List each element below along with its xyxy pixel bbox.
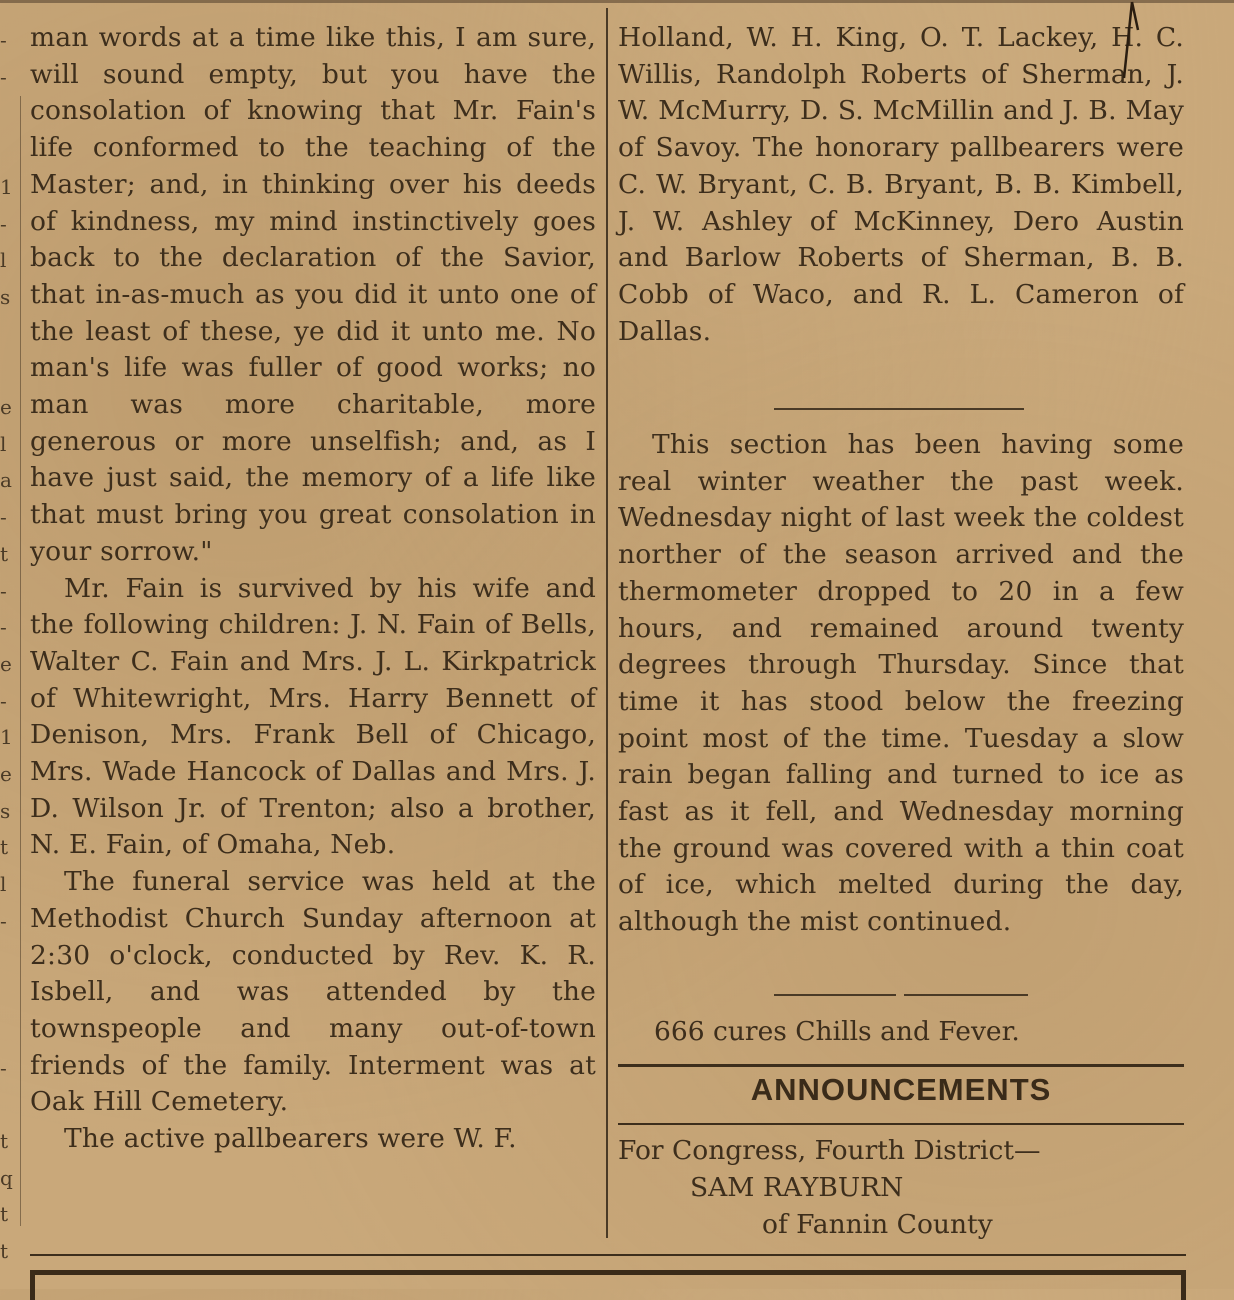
edge-fragment: t bbox=[0, 1202, 9, 1227]
left-paragraph-pallbearers-start: The active pallbearers were W. F. bbox=[64, 1123, 517, 1155]
edge-fragment: - bbox=[0, 578, 7, 603]
edge-fragment: l bbox=[0, 872, 7, 897]
top-edge-rule bbox=[0, 0, 1234, 3]
edge-fragment: - bbox=[0, 688, 7, 713]
edge-fragment: s bbox=[0, 798, 11, 823]
announcements-bottom-rule bbox=[618, 1123, 1184, 1125]
edge-fragment: e bbox=[0, 395, 12, 419]
edge-fragment: e bbox=[0, 762, 12, 786]
edge-fragment: - bbox=[0, 211, 7, 236]
edge-fragment: t bbox=[0, 1239, 9, 1264]
announcements-top-rule bbox=[618, 1064, 1184, 1067]
edge-fragment: - bbox=[0, 908, 7, 933]
ink-mark bbox=[1118, 0, 1148, 80]
edge-fragment: t bbox=[0, 541, 9, 566]
advertisement-666: 666 cures Chills and Fever. bbox=[654, 1016, 1020, 1047]
right-column bbox=[618, 20, 1184, 350]
edge-fragment: e bbox=[0, 651, 12, 676]
edge-fragment: - bbox=[0, 615, 7, 640]
edge-fragment: l bbox=[0, 431, 7, 456]
left-column bbox=[30, 20, 596, 1158]
next-article-box-edge bbox=[30, 1270, 1186, 1300]
edge-fragment: q bbox=[0, 1165, 13, 1190]
right-column-weather bbox=[618, 427, 1184, 941]
edge-fragment: - bbox=[0, 64, 7, 89]
edge-fragment: l bbox=[0, 248, 7, 273]
double-rule-right bbox=[904, 994, 1028, 996]
edge-fragment: 1 bbox=[0, 725, 13, 750]
announcements-heading: ANNOUNCEMENTS bbox=[750, 1072, 1052, 1107]
right-paragraph-weather: This section has been having some real winter weather the past week. Wednesday night of last week the coldest norther of the season arrived and the thermometer dropped to 20 in a few hours, and remained around twenty degrees through Thursday. Since that time it has stood below the freezing point most of the time. Tuesday a slow rain began falling and turned to ice as fast as it fell, and Wednesday morning the ground was covered with a thin coat of ice, which melted during the day, although the mist continued. bbox=[618, 429, 1184, 938]
announcement-county: of Fannin County bbox=[762, 1209, 993, 1240]
announcement-candidate: SAM RAYBURN bbox=[690, 1172, 904, 1203]
edge-fragment: s bbox=[0, 284, 11, 309]
left-paragraph-survivors: Mr. Fain is survived by his wife and the following children: J. N. Fain of Bells, Walter C. Fain and Mrs. J. L. Kirkpatrick of Whitewright, Mrs. Harry Bennett of Denison, Mrs. Frank Bell of Chicago, Mrs. Wade Hancock of Dallas and Mrs. J. D. Wilson Jr. of Trenton; also a brother, N. E. Fain, of Omaha, Neb. bbox=[30, 572, 596, 861]
edge-fragment: - bbox=[0, 28, 7, 52]
edge-fragment: - bbox=[0, 505, 7, 530]
announcement-office: For Congress, Fourth District— bbox=[618, 1135, 1041, 1166]
edge-fragment: t bbox=[0, 835, 9, 860]
left-gutter-rule bbox=[20, 96, 21, 1226]
edge-fragment: - bbox=[0, 1055, 7, 1080]
edge-fragment: a bbox=[0, 468, 12, 493]
edge-fragment: t bbox=[0, 1129, 9, 1153]
section-divider-rule bbox=[774, 408, 1024, 410]
right-paragraph-pallbearers: Holland, W. H. King, O. T. Lackey, H. C. Willis, Randolph Roberts of Sherman, J. W. McMurry, D. S. McMillin and J. B. May of Savoy. The honorary pallbearers were C. W. Bryant, C. B. Bryant, B. B. Kimbell, J. W. Ashley of McKinney, Dero Austin and Barlow Roberts of Sherman, B. B. Cobb of Waco, and R. L. Cameron of Dallas. bbox=[618, 22, 1184, 347]
double-rule-left bbox=[774, 994, 896, 996]
column-separator-rule bbox=[606, 8, 608, 1238]
page-bottom-rule bbox=[30, 1254, 1186, 1256]
edge-fragment: 1 bbox=[0, 174, 13, 199]
left-paragraph-quote-end: man words at a time like this, I am sure, will sound empty, but you have the consolation of knowing that Mr. Fain's life conformed to the teaching of the Master; and, in thinking over his deeds of kindness, my mind instinctively goes back to the declaration of the Savior, that in-as-much as you did it unto one of the least of these, ye did it unto me. No man's life was fuller of good works; no man was more charitable, more generous or more unselfish; and, as I have just said, the memory of a life like that must bring you great consolation in your sorrow." bbox=[30, 22, 596, 567]
left-paragraph-funeral: The funeral service was held at the Methodist Church Sunday afternoon at 2:30 o'clock, conducted by Rev. K. R. Isbell, and was attended by the townspeople and many out-of-town friends of the family. Interment was at Oak Hill Cemetery. bbox=[30, 866, 596, 1118]
